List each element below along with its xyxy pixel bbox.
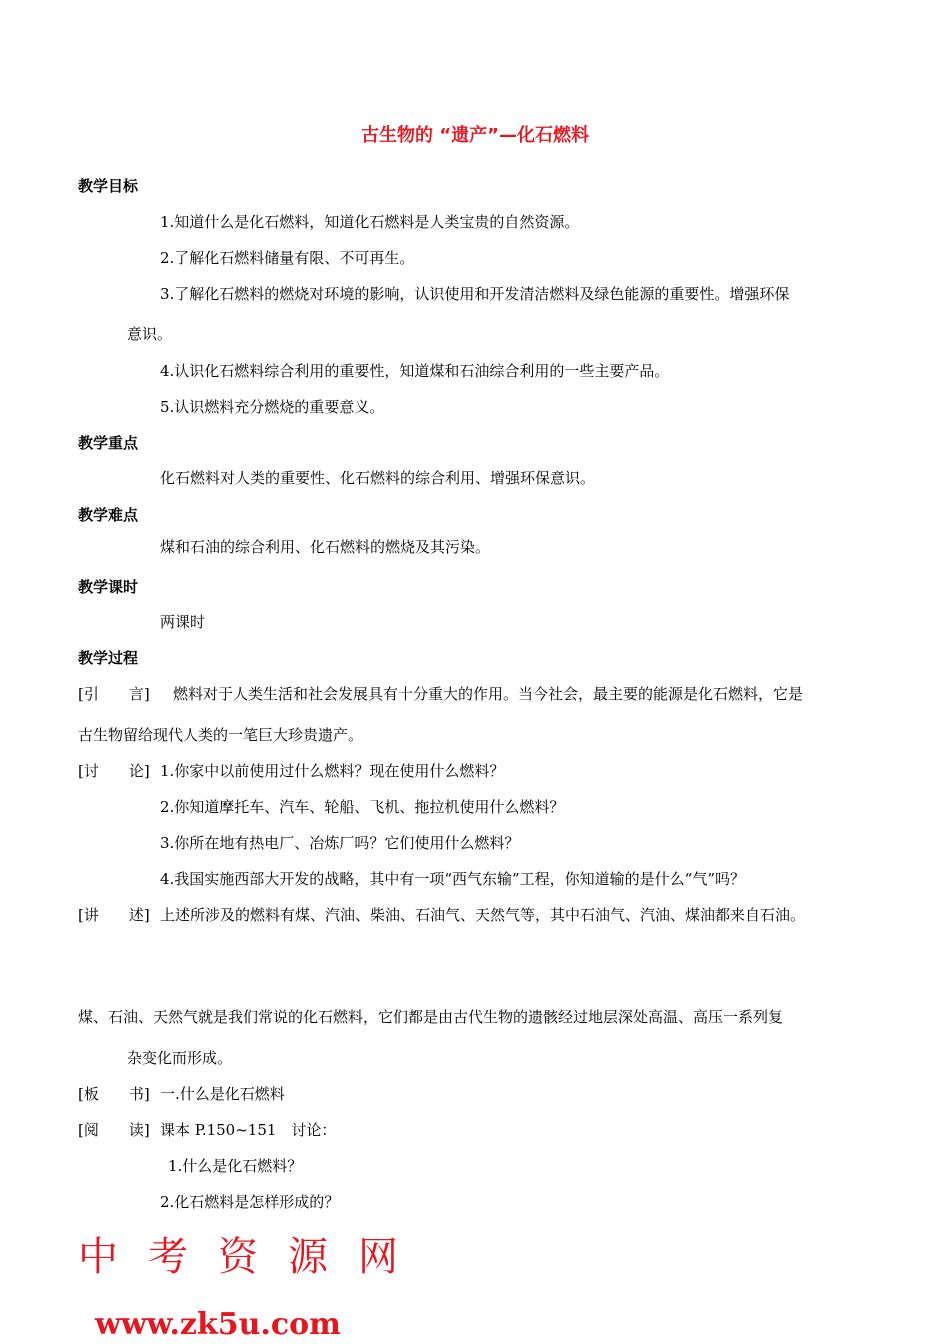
section-heading-hours: 教学课时 [78,578,139,596]
board-tag: [板 书] [78,1085,150,1103]
section-heading-process: 教学过程 [78,649,139,667]
discuss-line [78,761,504,781]
discuss-item-4: 4.我国实施西部大开发的战略，其中有一项“西气东输”工程，你知道输的是什么“气”吗？ [160,870,745,888]
board-line [78,1084,285,1104]
goal-item-1: 1.知道什么是化石燃料，知道化石燃料是人类宝贵的自然资源。 [160,213,580,231]
read-item-1: 1.什么是化石燃料？ [168,1157,303,1175]
read-text: 课本 P.150~151 讨论： [160,1121,337,1139]
intro-tag: [引 言] [78,685,150,703]
board-text: 一.什么是化石燃料 [160,1085,285,1103]
footer-brand-watermark: 中考资源网 [78,1234,428,1280]
discuss-item-1: 1.你家中以前使用过什么燃料？现在使用什么燃料？ [160,762,505,780]
goal-item-5: 5.认识燃料充分燃烧的重要意义。 [160,398,385,416]
intro-line [78,684,803,704]
document-title: 古生物的 “遗产”—化石燃料 [361,125,589,146]
lecture-text: 上述所涉及的燃料有煤、汽油、柴油、石油气、天然气等，其中石油气、汽油、煤油都来自石油。 [160,906,806,924]
paragraph-line-2: 杂变化而形成。 [127,1049,233,1067]
lecture-tag: [讲 述] [78,906,150,924]
discuss-item-2: 2.你知道摩托车、汽车、轮船、飞机、拖拉机使用什么燃料？ [160,798,565,816]
intro-text: 燃料对于人类生活和社会发展具有十分重大的作用。当今社会，最主要的能源是化石燃料，它是 [173,685,804,703]
difficulties-text: 煤和石油的综合利用、化石燃料的燃烧及其污染。 [160,538,491,556]
hours-text: 两课时 [160,613,206,631]
goal-item-2: 2.了解化石燃料储量有限、不可再生。 [160,249,415,267]
paragraph-line-1: 煤、石油、天然气就是我们常说的化石燃料，它们都是由古代生物的遗骸经过地层深处高温、高压一系列复 [78,1008,784,1026]
goal-item-3: 3.了解化石燃料的燃烧对环境的影响，认识使用和开发清洁燃料及绿色能源的重要性。增强环保 [160,285,790,303]
read-tag: [阅 读] [78,1121,150,1139]
goal-item-3-cont: 意识。 [127,325,173,343]
read-line [78,1120,336,1140]
section-heading-goals: 教学目标 [78,177,139,195]
key-points-text: 化石燃料对人类的重要性、化石燃料的综合利用、增强环保意识。 [160,469,596,487]
goal-item-4: 4.认识化石燃料综合利用的重要性，知道煤和石油综合利用的一些主要产品。 [160,362,670,380]
section-heading-key-points: 教学重点 [78,434,139,452]
intro-line-2: 古生物留给现代人类的一笔巨大珍贵遗产。 [78,726,364,744]
lecture-line [78,905,805,925]
read-item-2: 2.化石燃料是怎样形成的？ [160,1193,340,1211]
footer-url-link[interactable]: www.zk5u.com [95,1307,341,1342]
section-heading-difficulties: 教学难点 [78,506,139,524]
discuss-tag: [讨 论] [78,762,150,780]
discuss-item-3: 3.你所在地有热电厂、冶炼厂吗？它们使用什么燃料？ [160,834,520,852]
